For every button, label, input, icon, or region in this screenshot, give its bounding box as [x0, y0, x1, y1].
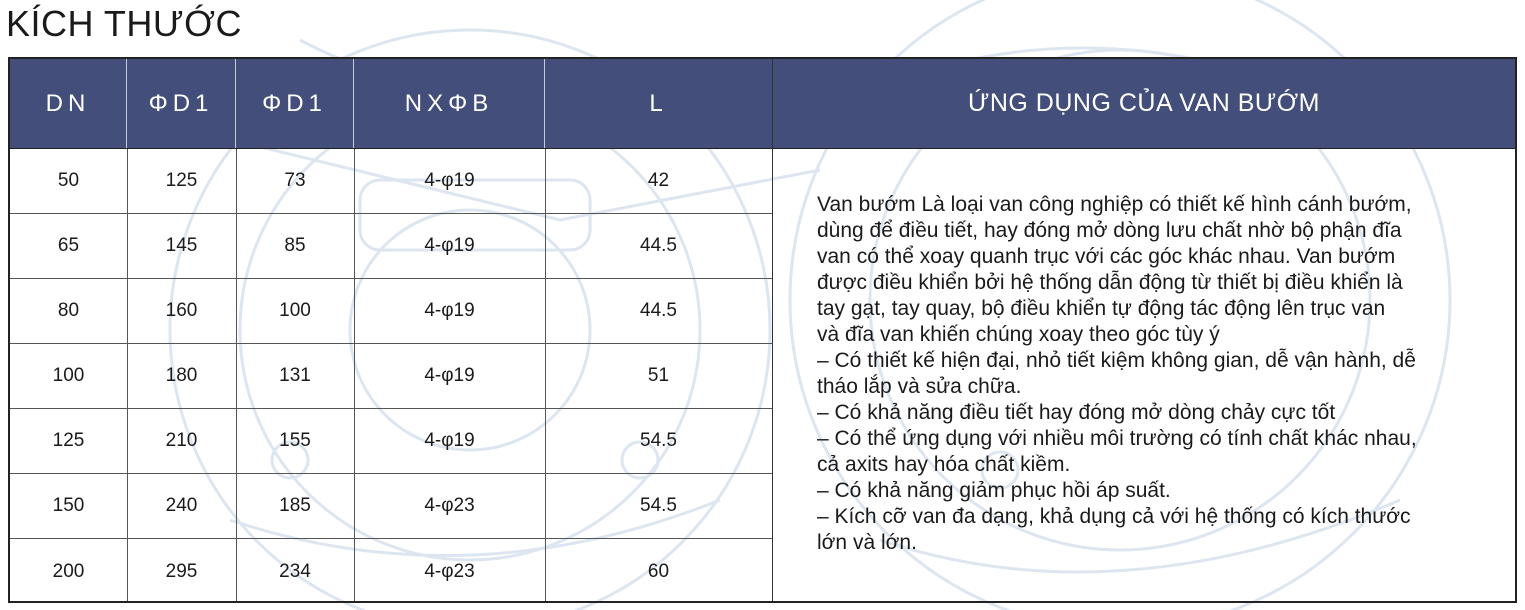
- cell-bolt-holes: 4-φ19: [424, 300, 475, 321]
- cell-dn: 50: [57, 170, 80, 191]
- cell-d1-outer: 210: [165, 430, 198, 451]
- description-line: lớn và lớn.: [817, 531, 917, 554]
- header-length: L: [649, 89, 668, 117]
- cell-length: 42: [647, 170, 670, 191]
- description-line: van có thể xoay quanh trục với các góc khác nhau. Van bướm: [817, 245, 1396, 268]
- cell-d1-outer: 125: [165, 170, 198, 191]
- cell-bolt-holes: 4-φ23: [424, 560, 475, 582]
- cell-dn: 100: [52, 365, 85, 386]
- cell-d1-inner: 85: [284, 235, 306, 256]
- cell-d1-inner: 185: [279, 495, 311, 516]
- cell-d1-inner: 100: [279, 300, 311, 321]
- cell-bolt-holes: 4-φ23: [424, 495, 475, 516]
- description-line: – Có thể ứng dụng với nhiều môi trường có tính chất khác nhau,: [817, 427, 1417, 450]
- header-d1-inner: ΦD1: [236, 59, 354, 148]
- cell-length: 44.5: [640, 235, 677, 256]
- cell-length: 54.5: [640, 430, 677, 451]
- description-line: tay gạt, tay quay, bộ điều khiển tự động tác động lên trục van: [817, 297, 1386, 320]
- table-row: [10, 149, 772, 214]
- table-row: [10, 214, 772, 279]
- table-row: [10, 409, 772, 474]
- description-line: – Có khả năng điều tiết hay đóng mở dòng chảy cực tốt: [817, 401, 1336, 424]
- description-line: dùng để điều tiết, hay đóng mở dòng lưu chất nhờ bộ phận đĩa: [817, 219, 1402, 242]
- cell-d1-outer: 180: [165, 365, 198, 386]
- cell-length: 60: [647, 560, 670, 582]
- description-line: – Kích cỡ van đa dạng, khả dụng cả với hệ thống có kích thước: [817, 505, 1411, 528]
- spec-table: [8, 57, 1517, 603]
- cell-dn: 80: [57, 300, 80, 321]
- dimension-table: [10, 59, 772, 601]
- cell-d1-outer: 160: [165, 300, 198, 321]
- application-description: [817, 192, 1497, 556]
- table-row: [10, 474, 772, 539]
- table-body: [10, 149, 772, 601]
- cell-d1-outer: 145: [165, 235, 198, 256]
- cell-d1-inner: 73: [284, 170, 306, 191]
- description-line: – Có khả năng giảm phục hồi áp suất.: [817, 479, 1171, 502]
- cell-d1-inner: 155: [279, 430, 311, 451]
- cell-bolt-holes: 4-φ19: [424, 235, 475, 256]
- application-panel: [772, 59, 1515, 601]
- table-row: [10, 539, 772, 604]
- description-line: – Có thiết kế hiện đại, nhỏ tiết kiệm không gian, dễ vận hành, dễ: [817, 349, 1416, 372]
- cell-dn: 65: [57, 235, 80, 256]
- table-row: [10, 279, 772, 344]
- cell-length: 51: [647, 365, 670, 386]
- table-header: [10, 59, 772, 149]
- page-title: KÍCH THƯỚC: [6, 3, 242, 44]
- cell-bolt-holes: 4-φ19: [424, 365, 475, 386]
- cell-dn: 125: [52, 430, 85, 451]
- description-line: cả axits hay hóa chất kiềm.: [817, 453, 1071, 476]
- cell-d1-inner: 234: [279, 560, 311, 582]
- cell-bolt-holes: 4-φ19: [424, 170, 475, 191]
- description-line: Van bướm Là loại van công nghiệp có thiết kế hình cánh bướm,: [817, 193, 1412, 216]
- header-d1-outer: ΦD1: [127, 59, 236, 148]
- description-line: tháo lắp và sửa chữa.: [817, 375, 1022, 398]
- table-row: [10, 344, 772, 409]
- application-header: ỨNG DỤNG CỦA VAN BƯỚM: [773, 59, 1515, 149]
- cell-bolt-holes: 4-φ19: [424, 430, 475, 451]
- cell-dn: 150: [52, 495, 85, 516]
- cell-d1-outer: 240: [165, 495, 198, 516]
- description-line: và đĩa van khiến chúng xoay theo góc tùy ý: [817, 323, 1220, 346]
- cell-length: 44.5: [640, 300, 677, 321]
- description-line: được điều khiển bởi hệ thống dẫn động từ thiết bị điều khiển là: [817, 271, 1403, 294]
- cell-length: 54.5: [640, 495, 677, 516]
- header-dn: DN: [10, 59, 127, 148]
- cell-d1-outer: 295: [165, 560, 198, 582]
- cell-dn: 200: [52, 560, 85, 582]
- header-bolt-holes: NXΦB: [354, 59, 545, 148]
- cell-d1-inner: 131: [279, 365, 311, 386]
